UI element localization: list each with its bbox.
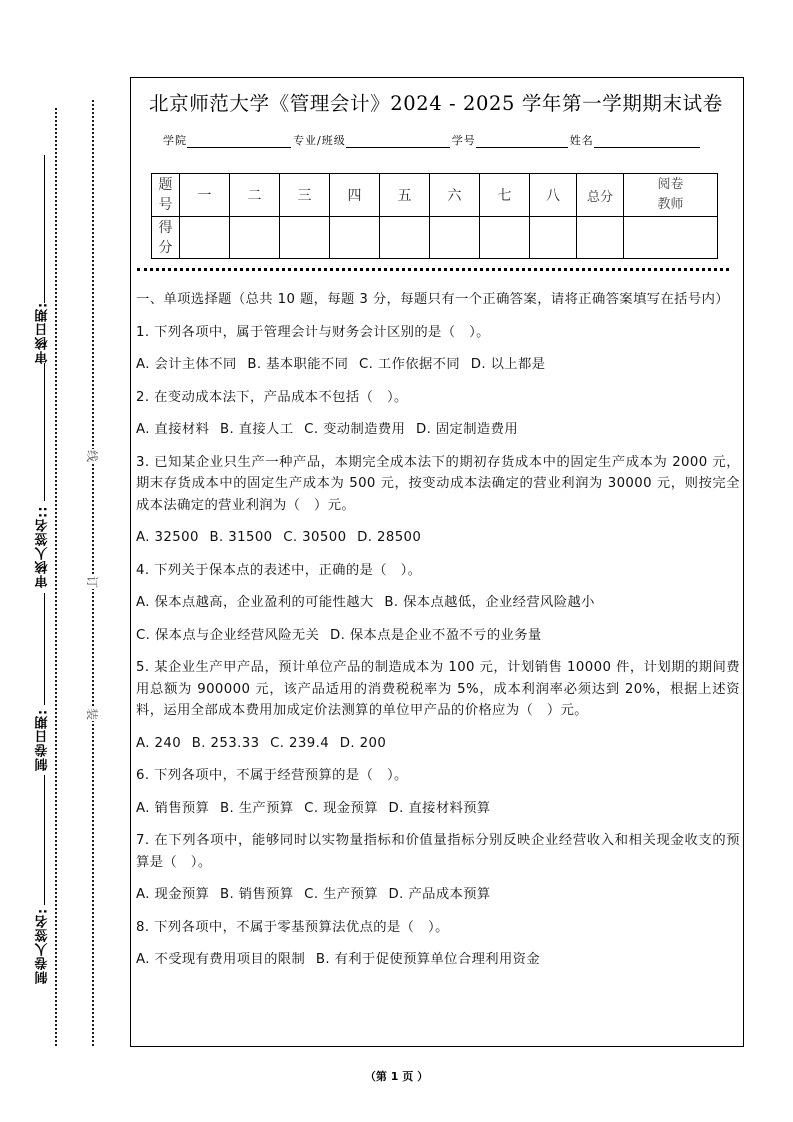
- preparer-date-blank-line: [44, 593, 45, 705]
- q5-option-c: C. 239.4: [270, 735, 330, 751]
- question-2-stem: 2. 在变动成本法下，产品成本不包括（ ）。: [136, 389, 408, 405]
- q6-option-d: D. 直接材料预算: [388, 800, 491, 816]
- q3-option-a: A. 32500: [136, 530, 199, 545]
- q5-option-a: A. 240: [136, 735, 182, 751]
- q7-option-c: C. 生产预算: [304, 887, 378, 902]
- q5-option-d: D. 200: [339, 735, 387, 751]
- q4-option-b: B. 保本点越低，企业经营风险越小: [384, 595, 595, 610]
- score-cell-4[interactable]: [330, 217, 380, 259]
- question-5-options: [136, 733, 740, 755]
- col-header-5: 五: [380, 174, 430, 217]
- q1-option-c: C. 工作依据不同: [358, 357, 461, 372]
- q8-option-a: A. 不受现有费用项目的限制: [136, 952, 306, 967]
- q1-option-d: D. 以上都是: [470, 357, 546, 372]
- page-number: （第 1 页 ）: [364, 1070, 429, 1083]
- question-8-options: [136, 949, 740, 971]
- question-6-options: [136, 798, 740, 820]
- col-header-1: 一: [180, 174, 230, 217]
- q6-option-c: C. 现金预算: [304, 800, 378, 816]
- q3-option-c: C. 30500: [283, 530, 347, 545]
- question-1-options: [136, 354, 740, 376]
- college-label: 学院: [163, 134, 187, 147]
- reviewer-date-label: 审核日期:: [35, 301, 51, 365]
- score-cell-8[interactable]: [530, 217, 577, 259]
- preparer-signature-label: 制卷人签名:: [35, 907, 51, 985]
- col-header-2: 二: [230, 174, 280, 217]
- score-cell-total[interactable]: [577, 217, 624, 259]
- reviewer-signature-label: 审核人签名::: [35, 505, 51, 589]
- question-8-stem: 8. 下列各项中，不属于零基预算法优点的是（ ）。: [136, 919, 449, 935]
- q7-option-d: D. 产品成本预算: [388, 887, 491, 902]
- binding-char-staple: 订: [85, 575, 100, 588]
- question-number-header: 题号: [152, 174, 180, 217]
- binding-char-bind: 装: [85, 707, 100, 720]
- name-input[interactable]: [594, 134, 700, 148]
- question-section-1: [136, 289, 740, 982]
- col-header-8: 八: [530, 174, 577, 217]
- reviewer-signature-blank-line: [44, 363, 45, 501]
- col-header-6: 六: [430, 174, 480, 217]
- col-header-4: 四: [330, 174, 380, 217]
- total-score-header: 总分: [577, 174, 624, 217]
- q7-option-a: A. 现金预算: [136, 887, 210, 902]
- score-cell-6[interactable]: [430, 217, 480, 259]
- preparer-signature-blank-line: [44, 775, 45, 905]
- score-cell-1[interactable]: [180, 217, 230, 259]
- score-row-header: 得分: [152, 217, 180, 259]
- q6-option-a: A. 销售预算: [136, 800, 210, 816]
- q2-option-b: B. 直接人工: [219, 422, 294, 437]
- q4-option-d: D. 保本点是企业不盈不亏的业务量: [329, 627, 542, 643]
- grader-header-line2: 教师: [657, 197, 684, 212]
- score-table-header-row: [152, 174, 718, 217]
- grader-header-line1: 阅卷: [657, 177, 684, 192]
- q1-option-b: B. 基本职能不同: [247, 357, 349, 372]
- q2-option-a: A. 直接材料: [136, 422, 210, 437]
- score-cell-5[interactable]: [380, 217, 430, 259]
- grader-header: [624, 174, 718, 217]
- q2-option-c: C. 变动制造费用: [304, 422, 406, 437]
- score-cell-2[interactable]: [230, 217, 280, 259]
- question-5-stem: 5. 某企业生产甲产品，预计单位产品的制造成本为 100 元，计划销售 10000 件，计划期的期间费用总额为 900000 元，该产品适用的消费税税率为 5%，成本利润率必须达到 20%，根据上述资料，运用全部成本费用加成定价法测算的单位甲产品的价格应为（ ）元。: [136, 660, 740, 718]
- major-class-label: 专业/班级: [293, 134, 346, 147]
- q3-option-b: B. 31500: [209, 530, 273, 545]
- question-4-options-line1: [136, 592, 740, 614]
- score-cell-grader[interactable]: [624, 217, 718, 259]
- preparer-date-label: 制卷日期:: [35, 708, 51, 772]
- score-cell-3[interactable]: [280, 217, 330, 259]
- question-7-stem: 7. 在下列各项中，能够同时以实物量指标和价值量指标分别反映企业经营收入和相关现金收支的预算是（ ）。: [136, 833, 740, 870]
- exam-title: 北京师范大学《管理会计》2024 - 2025 学年第一学期期末试卷: [149, 92, 723, 115]
- question-3-options: [136, 527, 740, 549]
- question-3-stem: 3. 已知某企业只生产一种产品，本期完全成本法下的期初存货成本中的固定生产成本为 2000 元，期末存货成本中的固定生产成本为 500 元，按变动成本法确定的营业利润为 30000 元，则按完全成本法确定的营业利润为（ ）元。: [136, 454, 740, 513]
- q1-option-a: A. 会计主体不同: [136, 357, 237, 372]
- college-input[interactable]: [187, 134, 291, 148]
- major-class-input[interactable]: [346, 134, 450, 148]
- col-header-7: 七: [480, 174, 530, 217]
- question-4-options-line2: [136, 625, 740, 647]
- reviewer-date-blank-line: [44, 155, 45, 303]
- col-header-3: 三: [280, 174, 330, 217]
- question-2-options: [136, 419, 740, 441]
- score-table-score-row: [152, 217, 718, 259]
- score-cell-7[interactable]: [480, 217, 530, 259]
- score-table: [151, 173, 718, 259]
- q6-option-b: B. 生产预算: [219, 800, 294, 816]
- student-id-input[interactable]: [476, 134, 568, 148]
- q8-option-b: B. 有利于促使预算单位合理利用资金: [315, 952, 541, 967]
- exam-page-frame: [130, 77, 744, 1047]
- binding-dotted-line-outer: [92, 100, 94, 1046]
- question-1-stem: 1. 下列各项中，属于管理会计与财务会计区别的是（ ）。: [136, 324, 490, 340]
- student-id-label: 学号: [451, 134, 476, 147]
- section-heading: 一、单项选择题（总共 10 题，每题 3 分，每题只有一个正确答案，请将正确答案填写在括号内）: [136, 292, 729, 307]
- q5-option-b: B. 253.33: [191, 735, 260, 751]
- question-6-stem: 6. 下列各项中，不属于经营预算的是（ ）。: [136, 768, 408, 783]
- q2-option-d: D. 固定制造费用: [415, 422, 519, 437]
- q4-option-c: C. 保本点与企业经营风险无关: [136, 627, 320, 643]
- q7-option-b: B. 销售预算: [219, 887, 294, 902]
- q4-option-a: A. 保本点越高，企业盈利的可能性越大: [136, 595, 374, 610]
- q3-option-d: D. 28500: [357, 530, 422, 545]
- question-4-stem: 4. 下列关于保本点的表述中，正确的是（ ）。: [136, 562, 422, 578]
- binding-char-line: 线: [85, 449, 100, 462]
- student-info-row: [163, 132, 702, 148]
- section-separator: [137, 268, 729, 271]
- name-label: 姓名: [569, 134, 594, 147]
- question-7-options: [136, 884, 740, 906]
